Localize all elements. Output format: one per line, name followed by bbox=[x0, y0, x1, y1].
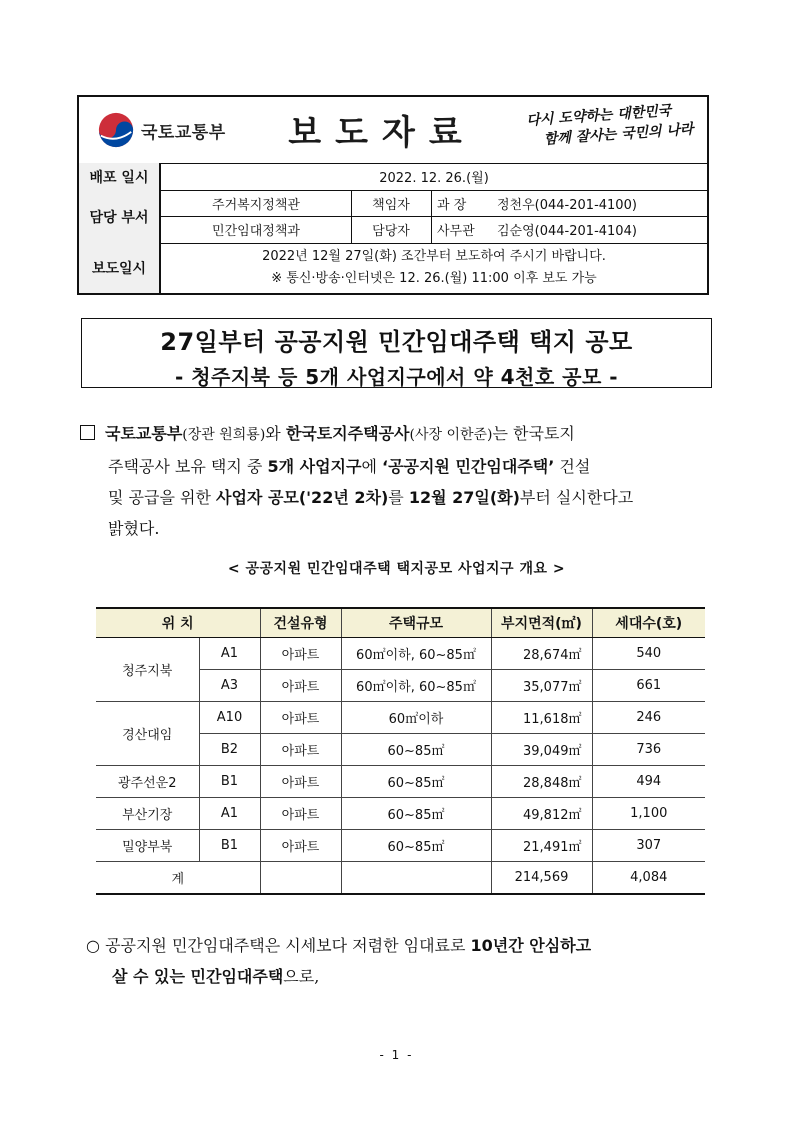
bold-text: 국토교통부 bbox=[105, 424, 183, 443]
type-cell: 아파트 bbox=[260, 798, 341, 830]
text-span: 는 한국토지 bbox=[492, 424, 575, 443]
text-span: 와 bbox=[265, 424, 286, 443]
circle-bullet-icon: ○ bbox=[86, 936, 100, 955]
department-details bbox=[161, 190, 707, 243]
column-header: 주택규모 bbox=[341, 608, 491, 638]
block-cell: B2 bbox=[199, 734, 260, 766]
project-sites-table bbox=[96, 607, 705, 895]
bold-text: 12월 27일(화) bbox=[408, 488, 520, 507]
area-cell: 28,674㎡ bbox=[491, 638, 592, 670]
type-cell: 아파트 bbox=[260, 638, 341, 670]
area-cell: 35,077㎡ bbox=[491, 670, 592, 702]
embargo-label: 보도일시 bbox=[79, 243, 161, 293]
bold-text: 10년간 안심하고 bbox=[470, 936, 592, 955]
total-label-cell: 계 bbox=[96, 862, 260, 895]
embargo-line-2: ※ 통신·방송·인터넷은 12. 26.(월) 11:00 이후 보도 가능 bbox=[271, 271, 597, 286]
table-row bbox=[96, 830, 705, 862]
text-span: 를 bbox=[388, 488, 409, 507]
contact-role: 책임자 bbox=[351, 190, 432, 216]
contact-name: 정천우(044-201-4100) bbox=[497, 197, 637, 213]
region-cell: 청주지북 bbox=[96, 638, 199, 702]
table-row bbox=[96, 702, 705, 734]
release-date-value: 2022. 12. 26.(월) bbox=[379, 171, 489, 186]
region-cell: 경산대임 bbox=[96, 702, 199, 766]
headline-box bbox=[81, 318, 712, 388]
release-date-row bbox=[79, 163, 707, 191]
paragraph-line bbox=[80, 482, 720, 513]
region-cell: 밀양부북 bbox=[96, 830, 199, 862]
area-cell: 39,049㎡ bbox=[491, 734, 592, 766]
headline-title: 27일부터 공공지원 민간임대주택 택지 공모 bbox=[160, 328, 633, 356]
units-cell: 246 bbox=[592, 702, 705, 734]
units-cell: 1,100 bbox=[592, 798, 705, 830]
contact-line bbox=[161, 216, 707, 243]
contact-name: 김순영(044-201-4104) bbox=[497, 224, 637, 239]
slogan bbox=[526, 99, 698, 151]
body-paragraph bbox=[80, 418, 720, 544]
press-release-title: 보도자료 bbox=[288, 113, 476, 153]
bold-text: 5개 사업지구 bbox=[267, 457, 362, 476]
size-cell: 60㎡이하, 60~85㎡ bbox=[341, 638, 491, 670]
paragraph-line bbox=[86, 961, 726, 992]
embargo-row bbox=[79, 243, 707, 293]
ministry-name: 국토교통부 bbox=[141, 122, 226, 143]
size-cell: 60~85㎡ bbox=[341, 798, 491, 830]
table-row bbox=[96, 766, 705, 798]
table-header-row bbox=[96, 608, 705, 638]
paragraph-line bbox=[80, 418, 720, 451]
text-span: 공공지원 민간임대주택은 시세보다 저렴한 임대료로 bbox=[105, 936, 471, 955]
units-cell: 540 bbox=[592, 638, 705, 670]
region-cell: 부산기장 bbox=[96, 798, 199, 830]
release-date-label: 배포 일시 bbox=[79, 163, 161, 190]
text-span: (사장 이한준) bbox=[409, 427, 493, 443]
text-span: (장관 원희룡) bbox=[182, 427, 266, 443]
ministry-logo bbox=[97, 111, 226, 149]
area-cell: 11,618㎡ bbox=[491, 702, 592, 734]
area-cell: 28,848㎡ bbox=[491, 766, 592, 798]
block-cell: A1 bbox=[199, 798, 260, 830]
units-cell: 661 bbox=[592, 670, 705, 702]
block-cell: B1 bbox=[199, 766, 260, 798]
size-cell: 60㎡이하, 60~85㎡ bbox=[341, 670, 491, 702]
text-span: 으로, bbox=[283, 967, 320, 986]
paragraph-line bbox=[86, 930, 726, 961]
total-units-cell: 4,084 bbox=[592, 862, 705, 895]
department-name: 주거복지정책관 bbox=[161, 190, 352, 216]
text-span: 부터 실시한다고 bbox=[519, 488, 634, 507]
empty-cell bbox=[260, 862, 341, 895]
contact-line bbox=[161, 190, 707, 217]
header-top-row bbox=[79, 97, 707, 164]
type-cell: 아파트 bbox=[260, 734, 341, 766]
department-name: 민간임대정책과 bbox=[161, 216, 352, 243]
area-cell: 49,812㎡ bbox=[491, 798, 592, 830]
table-total-row bbox=[96, 862, 705, 895]
column-header: 위 치 bbox=[96, 608, 260, 638]
slogan-line-2: 함께 잘사는 국민의 나라 bbox=[543, 121, 694, 148]
headline-subtitle: - 청주지북 등 5개 사업지구에서 약 4천호 공모 - bbox=[174, 365, 619, 389]
column-header: 부지면적(㎡) bbox=[491, 608, 592, 638]
page-number: - 1 - bbox=[379, 1048, 414, 1062]
size-cell: 60~85㎡ bbox=[341, 766, 491, 798]
bold-text: 사업자 공모('22년 2차) bbox=[216, 488, 389, 507]
size-cell: 60㎡이하 bbox=[341, 702, 491, 734]
table-row bbox=[96, 798, 705, 830]
size-cell: 60~85㎡ bbox=[341, 734, 491, 766]
area-cell: 21,491㎡ bbox=[491, 830, 592, 862]
text-span: 건설 bbox=[554, 457, 591, 476]
body-paragraph-2 bbox=[86, 930, 726, 992]
department-label: 담당 부서 bbox=[79, 190, 161, 243]
type-cell: 아파트 bbox=[260, 702, 341, 734]
text-span: 및 공급을 위한 bbox=[108, 488, 216, 507]
press-release-header bbox=[77, 95, 709, 295]
units-cell: 307 bbox=[592, 830, 705, 862]
contact-title: 사무관 bbox=[437, 224, 475, 239]
units-cell: 494 bbox=[592, 766, 705, 798]
department-row bbox=[79, 190, 707, 244]
column-header: 세대수(호) bbox=[592, 608, 705, 638]
paragraph-line bbox=[80, 451, 720, 482]
column-header: 건설유형 bbox=[260, 608, 341, 638]
bold-text: 살 수 있는 민간임대주택 bbox=[112, 967, 284, 986]
block-cell: A1 bbox=[199, 638, 260, 670]
block-cell: A10 bbox=[199, 702, 260, 734]
units-cell: 736 bbox=[592, 734, 705, 766]
type-cell: 아파트 bbox=[260, 766, 341, 798]
text-span: 밝혔다. bbox=[108, 519, 160, 538]
embargo-line-1: 2022년 12월 27일(화) 조간부터 보도하여 주시기 바랍니다. bbox=[262, 249, 606, 264]
size-cell: 60~85㎡ bbox=[341, 830, 491, 862]
square-bullet-icon bbox=[80, 425, 95, 440]
region-cell: 광주선운2 bbox=[96, 766, 199, 798]
text-span: 에 bbox=[361, 457, 382, 476]
type-cell: 아파트 bbox=[260, 830, 341, 862]
text-span: 주택공사 보유 택지 중 bbox=[108, 457, 268, 476]
empty-cell bbox=[341, 862, 491, 895]
table-row bbox=[96, 638, 705, 670]
embargo-text bbox=[161, 243, 707, 293]
type-cell: 아파트 bbox=[260, 670, 341, 702]
bold-text: ‘공공지원 민간임대주택’ bbox=[381, 457, 555, 476]
block-cell: B1 bbox=[199, 830, 260, 862]
table-caption: < 공공지원 민간임대주택 택지공모 사업지구 개요 > bbox=[227, 561, 566, 577]
contact-role: 담당자 bbox=[351, 216, 432, 243]
paragraph-line bbox=[80, 513, 720, 544]
total-area-cell: 214,569 bbox=[491, 862, 592, 895]
taegeuk-emblem-icon bbox=[97, 111, 135, 149]
bold-text: 한국토지주택공사 bbox=[285, 424, 410, 443]
block-cell: A3 bbox=[199, 670, 260, 702]
contact-title: 과 장 bbox=[437, 197, 467, 213]
slogan-line-1: 다시 도약하는 대한민국 bbox=[525, 102, 672, 129]
